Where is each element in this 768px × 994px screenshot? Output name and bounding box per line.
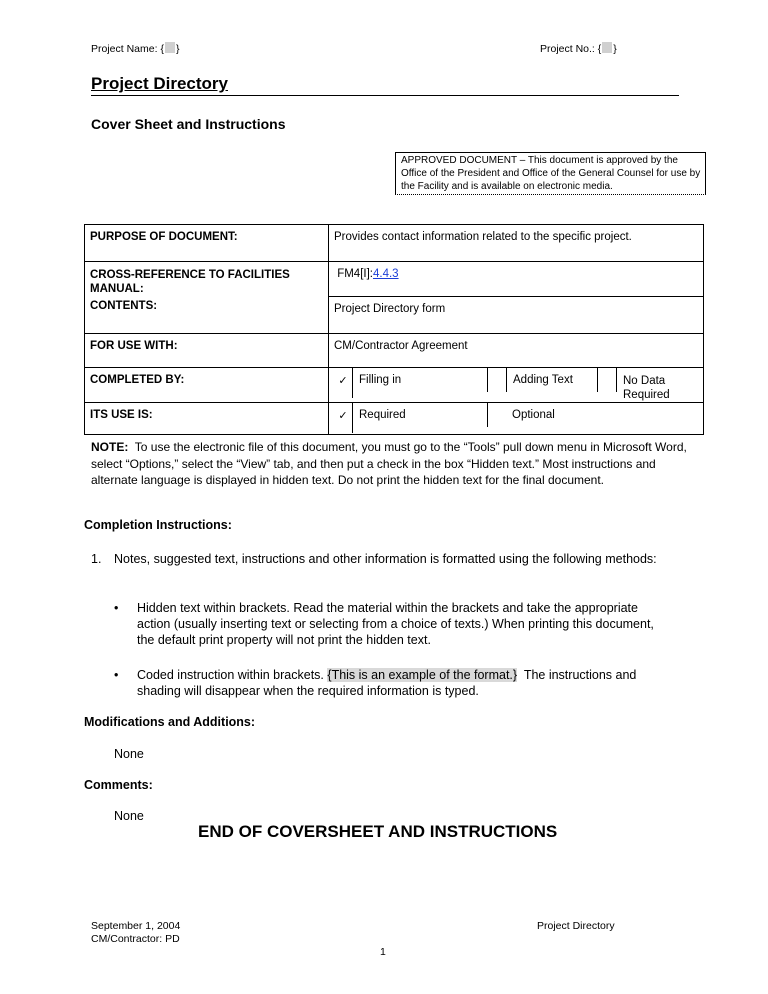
footer-date: September 1, 2004 — [91, 920, 181, 932]
approved-notice: APPROVED DOCUMENT – This document is approved by the Office of the President and Office of the General Counsel for use by the Facility and is available on electronic media. — [395, 152, 706, 195]
footer-page-number: 1 — [380, 946, 386, 958]
page-subtitle: Cover Sheet and Instructions — [91, 116, 286, 132]
format-example: {This is an example of the format.} — [327, 668, 518, 682]
its-use-label: ITS USE IS: — [85, 402, 329, 434]
comments-heading: Comments: — [84, 778, 153, 792]
project-name-field[interactable] — [165, 42, 175, 53]
optional-checkbox[interactable] — [487, 403, 506, 427]
cover-table — [84, 224, 704, 435]
page-title: Project Directory — [91, 74, 679, 96]
completion-heading: Completion Instructions: — [84, 518, 232, 532]
crossref-value: FM4[I]:4.4.3 — [329, 262, 704, 297]
contents-label: CONTENTS: — [85, 296, 329, 333]
footer-doc-name: Project Directory — [537, 920, 615, 932]
modifications-text: None — [114, 747, 144, 761]
completion-item-1: 1. Notes, suggested text, instructions and other information is formatted using the following methods: — [91, 552, 657, 566]
use-with-value: CM/Contractor Agreement — [329, 333, 704, 367]
purpose-label: PURPOSE OF DOCUMENT: — [85, 225, 329, 262]
no-data-label: No Data Required — [623, 374, 670, 401]
adding-text-checkbox[interactable] — [487, 368, 507, 392]
use-with-label: FOR USE WITH: — [85, 333, 329, 367]
adding-text-label: Adding Text — [513, 373, 573, 386]
bullet-hidden-text: • Hidden text within brackets. Read the material within the brackets and take the appropriate action (usually inserting text or selecting from a choice of texts.) When printing this document, the default print property will not print the hidden text. — [114, 601, 654, 647]
filling-in-label: Filling in — [359, 373, 402, 386]
project-name-header: Project Name: { } — [91, 43, 180, 55]
filling-in-checkbox[interactable]: ✓ — [334, 368, 353, 398]
required-label: Required — [359, 408, 406, 421]
crossref-label: CROSS-REFERENCE TO FACILITIES MANUAL: — [85, 262, 329, 297]
purpose-value: Provides contact information related to the specific project. — [329, 225, 704, 262]
no-data-checkbox[interactable] — [597, 368, 617, 392]
required-checkbox[interactable]: ✓ — [334, 403, 353, 433]
note-paragraph: NOTE: To use the electronic file of this document, you must go to the “Tools” pull down menu in Microsoft Word, select “Options,” select the “View” tab, and then put a check in the box “Hidden text.” Most instructions and alternate language is displayed in hidden text. Do not print the hidden text for the final document. — [91, 440, 687, 487]
comments-text: None — [114, 809, 144, 823]
completed-by-label: COMPLETED BY: — [85, 367, 329, 402]
end-title: END OF COVERSHEET AND INSTRUCTIONS — [198, 822, 558, 841]
crossref-link[interactable]: 4.4.3 — [372, 268, 399, 280]
project-no-header: Project No.: { } — [540, 43, 617, 55]
completed-by-options — [329, 367, 704, 402]
footer-left — [91, 920, 180, 946]
project-no-field[interactable] — [602, 42, 612, 53]
bullet-coded-instruction: • Coded instruction within brackets. {This is an example of the format.} The instructions and shading will disappear when the required information is typed. — [114, 668, 637, 698]
contents-value: Project Directory form — [329, 296, 704, 333]
optional-label: Optional — [512, 408, 555, 421]
modifications-heading: Modifications and Additions: — [84, 715, 256, 729]
its-use-options — [329, 402, 704, 434]
footer-code: CM/Contractor: PD — [91, 933, 180, 945]
